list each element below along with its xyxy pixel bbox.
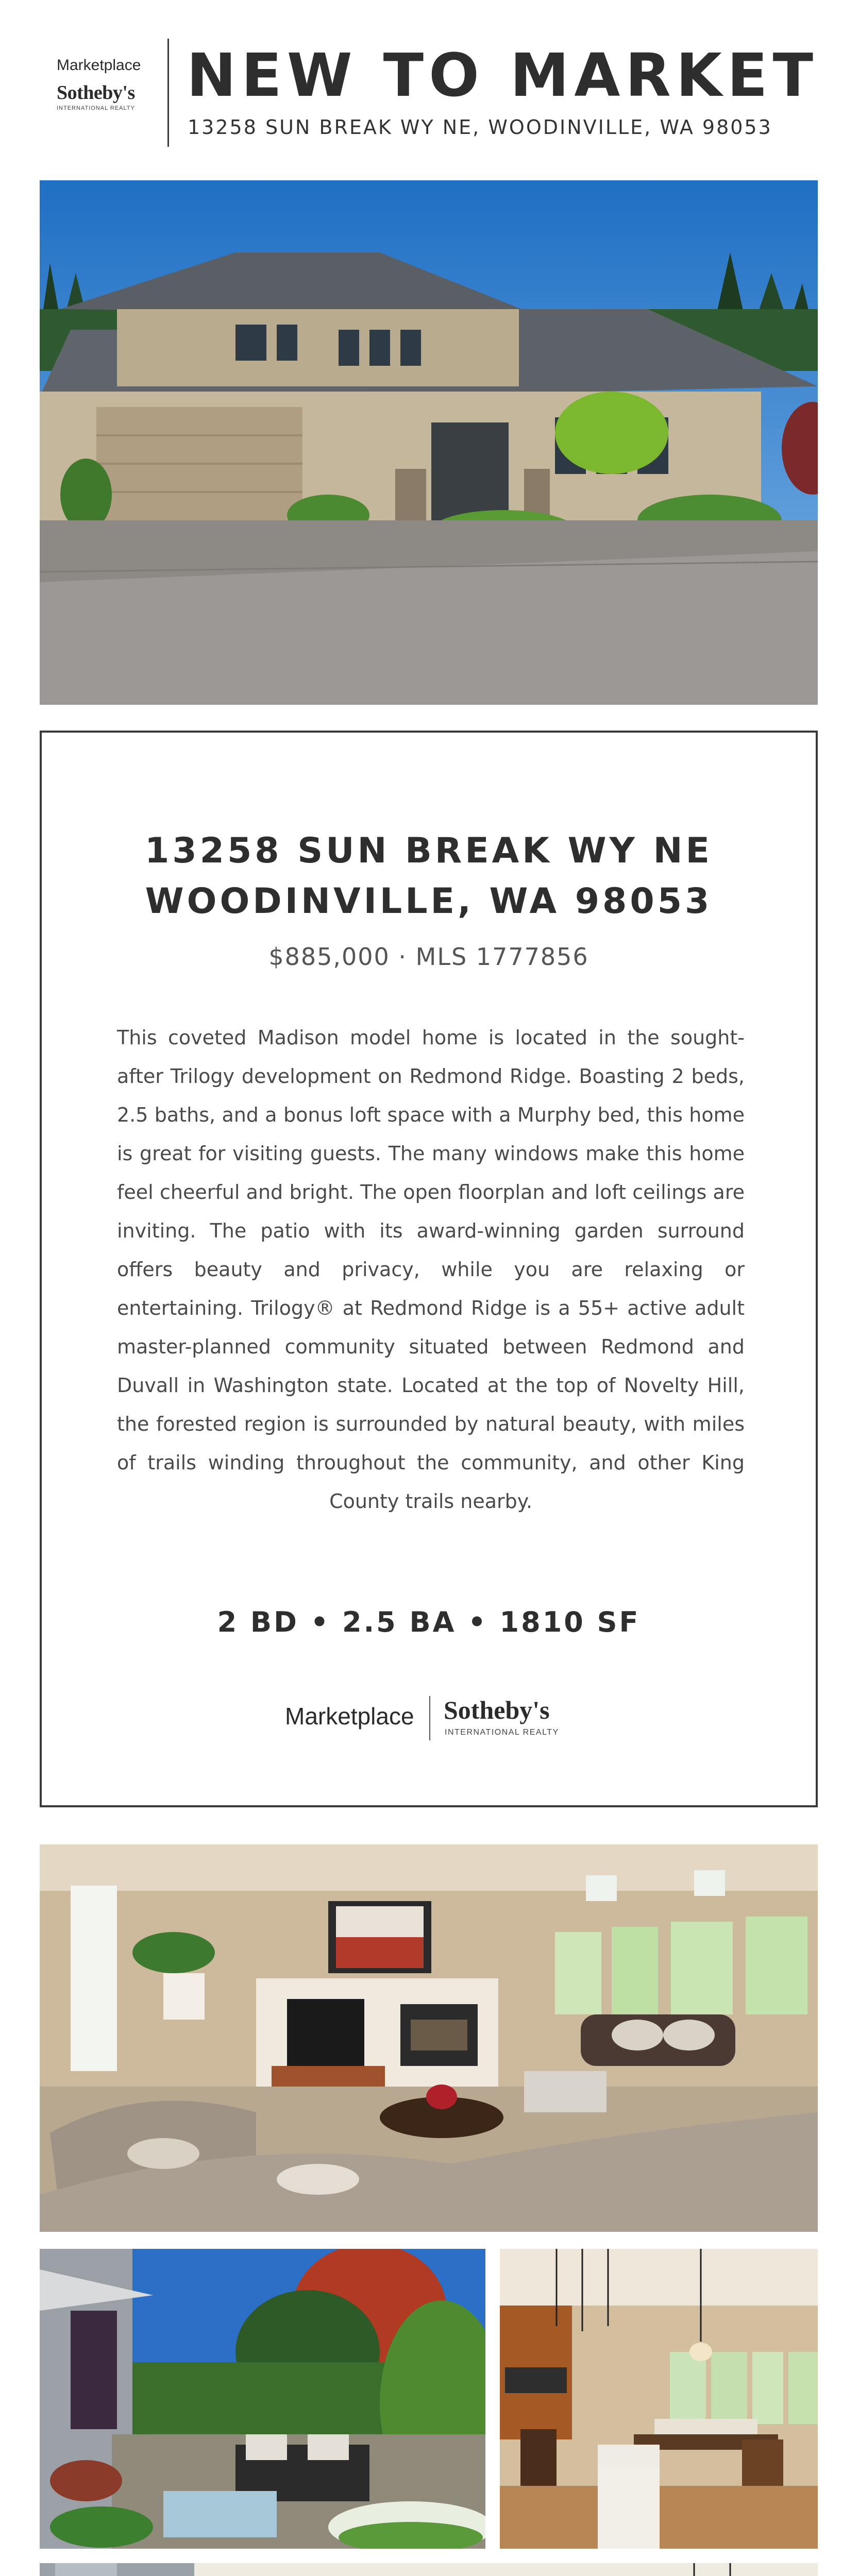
card-logo-marketplace: Marketplace [285,1703,414,1730]
logo-international-realty: INTERNATIONAL REALTY [57,105,135,111]
logo-marketplace: Marketplace [57,57,141,74]
listing-description: This coveted Madison model home is located in the sought-after Trilogy development on Redmond Ridge. Boasting 2 beds, 2.5 baths, and a bonus loft space with a Murphy bed, this home is great for visiting guests. The many windows make this home feel cheerful and bright. The open floorplan and loft ceilings are inviting. The patio with its award-winning garden surround offers beauty and privacy, while you are relaxing or entertaining. Trilogy® at Redmond Ridge is a 55+ active adult master-planned community situated between Redmond and Duvall in Washington state. Located at the top of Novelty Hill, the forested region is surrounded by natural beauty, with miles of trails winding throughout the community, and other King County trails nearby. [117,1026,745,1513]
card-logo-international-realty: INTERNATIONAL REALTY [445,1728,559,1737]
logo-sothebys: Sotheby's [57,82,135,104]
card-logo-divider [429,1696,430,1740]
photo-living-room [40,1844,818,2232]
address-line-1: 13258 SUN BREAK WY NE [145,831,713,871]
page-title: NEW TO MARKET [187,41,819,110]
brand-logo [57,57,160,111]
photo-dining-room [500,2249,818,2549]
listing-stats: 2 BD • 2.5 BA • 1810 SF [217,1606,641,1638]
page-header [0,0,859,160]
photo-patio-garden [40,2249,485,2549]
card-logo-sothebys: Sotheby's [444,1696,550,1724]
address-line-2: WOODINVILLE, WA 98053 [145,881,713,922]
photo-kitchen [40,2563,818,2576]
card-brand-logo [42,1686,816,1737]
listing-info-card [40,731,818,1807]
hero-photo-house-exterior [40,180,818,705]
price-mls: $885,000 · MLS 1777856 [268,943,589,971]
page-subtitle: 13258 SUN BREAK WY NE, WOODINVILLE, WA 98053 [188,116,772,139]
header-divider [167,39,169,147]
